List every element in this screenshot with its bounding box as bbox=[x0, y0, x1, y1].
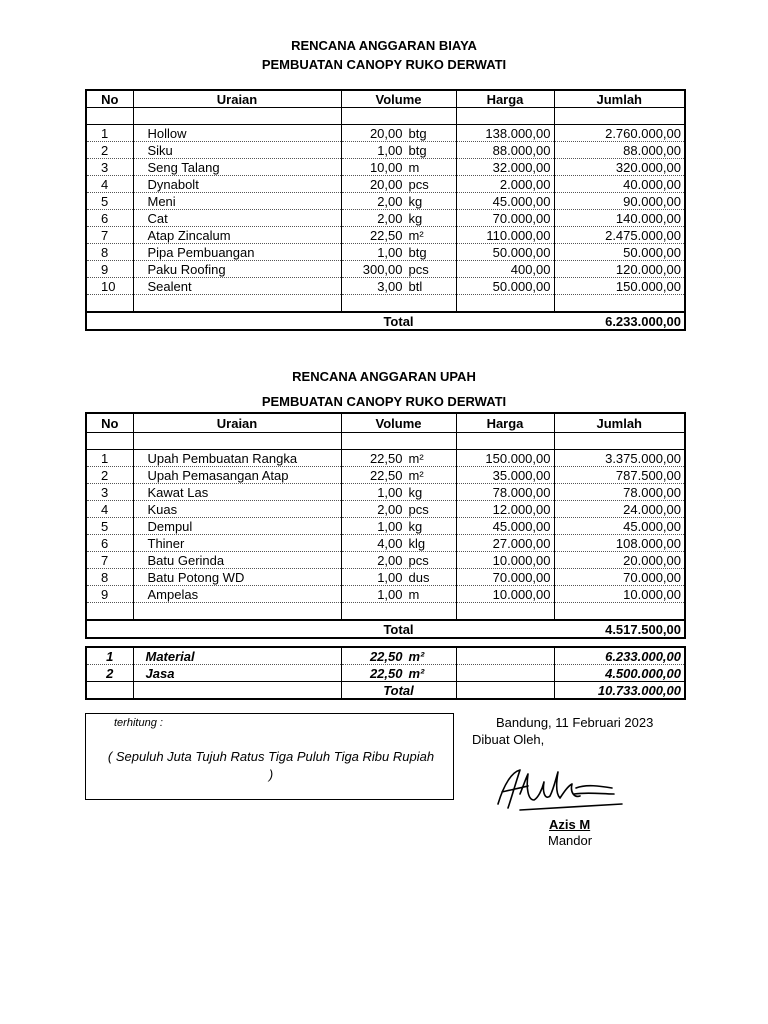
signature-mark bbox=[490, 764, 625, 816]
signer-role: Mandor bbox=[548, 833, 593, 848]
terbilang-label: terhitung : bbox=[114, 717, 163, 729]
row-unit: pcs bbox=[408, 261, 429, 277]
row-volume: 2,00 bbox=[377, 552, 403, 568]
header-no: No bbox=[86, 413, 133, 433]
row-jumlah: 70.000,00 bbox=[554, 569, 685, 586]
row-harga: 45.000,00 bbox=[456, 518, 554, 535]
rab-total-value: 6.233.000,00 bbox=[554, 312, 685, 330]
place-date: Bandung, 11 Februari 2023 bbox=[496, 715, 654, 730]
rab-total-row bbox=[86, 312, 685, 330]
row-jumlah: 45.000,00 bbox=[554, 518, 685, 535]
table-row bbox=[86, 535, 685, 552]
row-no: 2 bbox=[86, 142, 133, 159]
row-uraian: Upah Pemasangan Atap bbox=[133, 467, 341, 484]
row-no: 4 bbox=[86, 501, 133, 518]
row-no: 1 bbox=[86, 125, 133, 142]
row-no: 7 bbox=[86, 227, 133, 244]
row-volume: 1,00 bbox=[377, 142, 403, 158]
summary-row bbox=[86, 665, 685, 682]
row-unit: kg bbox=[408, 518, 423, 534]
table-row bbox=[86, 176, 685, 193]
row-unit: btg bbox=[408, 142, 427, 158]
row-no: 3 bbox=[86, 159, 133, 176]
row-volume: 22,50 bbox=[369, 467, 403, 483]
row-no: 8 bbox=[86, 569, 133, 586]
summary-unit: m² bbox=[408, 648, 425, 664]
row-volume: 10,00 bbox=[369, 159, 403, 175]
row-uraian: Ampelas bbox=[133, 586, 341, 603]
table-row bbox=[86, 142, 685, 159]
summary-total-value: 10.733.000,00 bbox=[554, 682, 685, 700]
row-volume: 300,00 bbox=[362, 261, 403, 277]
row-jumlah: 3.375.000,00 bbox=[554, 450, 685, 467]
table-row bbox=[86, 586, 685, 603]
rau-header-row bbox=[86, 413, 685, 433]
row-uraian: Dempul bbox=[133, 518, 341, 535]
row-jumlah: 2.760.000,00 bbox=[554, 125, 685, 142]
row-no: 5 bbox=[86, 518, 133, 535]
row-uraian: Sealent bbox=[133, 278, 341, 295]
table-row bbox=[86, 278, 685, 295]
row-harga: 88.000,00 bbox=[456, 142, 554, 159]
row-harga: 70.000,00 bbox=[456, 569, 554, 586]
row-no: 10 bbox=[86, 278, 133, 295]
row-harga: 78.000,00 bbox=[456, 484, 554, 501]
row-jumlah: 20.000,00 bbox=[554, 552, 685, 569]
row-harga: 32.000,00 bbox=[456, 159, 554, 176]
row-jumlah: 10.000,00 bbox=[554, 586, 685, 603]
table-row bbox=[86, 484, 685, 501]
spacer-row bbox=[86, 108, 685, 125]
header-harga: Harga bbox=[456, 413, 554, 433]
row-harga: 12.000,00 bbox=[456, 501, 554, 518]
row-no: 8 bbox=[86, 244, 133, 261]
row-harga: 400,00 bbox=[456, 261, 554, 278]
row-harga: 2.000,00 bbox=[456, 176, 554, 193]
row-uraian: Seng Talang bbox=[133, 159, 341, 176]
row-no: 6 bbox=[86, 535, 133, 552]
row-harga: 50.000,00 bbox=[456, 278, 554, 295]
summary-row bbox=[86, 647, 685, 665]
row-uraian: Siku bbox=[133, 142, 341, 159]
row-jumlah: 320.000,00 bbox=[554, 159, 685, 176]
rab-table bbox=[85, 89, 686, 331]
rau-total-label: Total bbox=[341, 620, 456, 638]
row-uraian: Kuas bbox=[133, 501, 341, 518]
row-no: 1 bbox=[86, 450, 133, 467]
row-uraian: Kawat Las bbox=[133, 484, 341, 501]
header-volume: Volume bbox=[341, 90, 456, 108]
row-harga: 138.000,00 bbox=[456, 125, 554, 142]
row-no: 6 bbox=[86, 210, 133, 227]
rau-total-value: 4.517.500,00 bbox=[554, 620, 685, 638]
row-jumlah: 140.000,00 bbox=[554, 210, 685, 227]
spacer-row bbox=[86, 433, 685, 450]
row-no: 7 bbox=[86, 552, 133, 569]
summary-no: 2 bbox=[86, 665, 133, 682]
summary-uraian: Jasa bbox=[133, 665, 341, 682]
row-harga: 27.000,00 bbox=[456, 535, 554, 552]
row-jumlah: 120.000,00 bbox=[554, 261, 685, 278]
table-row bbox=[86, 261, 685, 278]
row-volume: 4,00 bbox=[377, 535, 403, 551]
row-volume: 20,00 bbox=[369, 176, 403, 192]
row-unit: btg bbox=[408, 125, 427, 141]
table-row bbox=[86, 467, 685, 484]
row-jumlah: 2.475.000,00 bbox=[554, 227, 685, 244]
row-uraian: Hollow bbox=[133, 125, 341, 142]
row-uraian: Pipa Pembuangan bbox=[133, 244, 341, 261]
row-jumlah: 108.000,00 bbox=[554, 535, 685, 552]
row-volume: 20,00 bbox=[369, 125, 403, 141]
table-row bbox=[86, 450, 685, 467]
rau-subtitle: PEMBUATAN CANOPY RUKO DERWATI bbox=[261, 394, 507, 409]
row-uraian: Thiner bbox=[133, 535, 341, 552]
row-jumlah: 88.000,00 bbox=[554, 142, 685, 159]
summary-uraian: Material bbox=[133, 647, 341, 665]
table-row bbox=[86, 501, 685, 518]
row-harga: 35.000,00 bbox=[456, 467, 554, 484]
rab-title: RENCANA ANGGARAN BIAYA bbox=[291, 38, 477, 53]
row-volume: 2,00 bbox=[377, 501, 403, 517]
table-row bbox=[86, 518, 685, 535]
row-volume: 1,00 bbox=[377, 569, 403, 585]
spacer-row bbox=[86, 295, 685, 313]
row-uraian: Batu Gerinda bbox=[133, 552, 341, 569]
row-jumlah: 50.000,00 bbox=[554, 244, 685, 261]
row-no: 2 bbox=[86, 467, 133, 484]
row-volume: 2,00 bbox=[377, 193, 403, 209]
header-uraian: Uraian bbox=[133, 90, 341, 108]
header-jumlah: Jumlah bbox=[554, 90, 685, 108]
rab-total-label: Total bbox=[341, 312, 456, 330]
summary-table bbox=[85, 646, 686, 700]
summary-total-label: Total bbox=[341, 682, 456, 700]
rau-total-row bbox=[86, 620, 685, 638]
row-volume: 1,00 bbox=[377, 244, 403, 260]
row-unit: btl bbox=[408, 278, 423, 294]
row-uraian: Paku Roofing bbox=[133, 261, 341, 278]
row-unit: m² bbox=[408, 227, 424, 243]
row-volume: 22,50 bbox=[369, 450, 403, 466]
row-unit: klg bbox=[408, 535, 426, 551]
header-jumlah: Jumlah bbox=[554, 413, 685, 433]
row-unit: m² bbox=[408, 467, 424, 483]
row-jumlah: 150.000,00 bbox=[554, 278, 685, 295]
row-jumlah: 40.000,00 bbox=[554, 176, 685, 193]
made-by: Dibuat Oleh, bbox=[472, 732, 545, 747]
row-jumlah: 90.000,00 bbox=[554, 193, 685, 210]
row-harga: 10.000,00 bbox=[456, 552, 554, 569]
row-harga: 150.000,00 bbox=[456, 450, 554, 467]
table-row bbox=[86, 227, 685, 244]
terbilang-box bbox=[85, 713, 454, 800]
row-unit: pcs bbox=[408, 501, 429, 517]
row-volume: 22,50 bbox=[369, 227, 403, 243]
row-unit: kg bbox=[408, 210, 423, 226]
header-harga: Harga bbox=[456, 90, 554, 108]
summary-total-row bbox=[86, 682, 685, 700]
row-no: 3 bbox=[86, 484, 133, 501]
summary-no: 1 bbox=[86, 647, 133, 665]
row-harga: 10.000,00 bbox=[456, 586, 554, 603]
row-unit: btg bbox=[408, 244, 427, 260]
row-unit: dus bbox=[408, 569, 430, 585]
row-unit: kg bbox=[408, 484, 423, 500]
row-volume: 2,00 bbox=[377, 210, 403, 226]
terbilang-text: ( Sepuluh Juta Tujuh Ratus Tiga Puluh Tiga Ribu Rupiah ) bbox=[107, 749, 435, 782]
table-row bbox=[86, 159, 685, 176]
table-row bbox=[86, 210, 685, 227]
rab-header-row bbox=[86, 90, 685, 108]
table-row bbox=[86, 193, 685, 210]
row-no: 9 bbox=[86, 261, 133, 278]
row-unit: pcs bbox=[408, 552, 429, 568]
header-uraian: Uraian bbox=[133, 413, 341, 433]
table-row bbox=[86, 125, 685, 142]
summary-unit: m² bbox=[408, 665, 425, 681]
table-row bbox=[86, 552, 685, 569]
row-uraian: Batu Potong WD bbox=[133, 569, 341, 586]
row-uraian: Meni bbox=[133, 193, 341, 210]
header-volume: Volume bbox=[341, 413, 456, 433]
row-harga: 70.000,00 bbox=[456, 210, 554, 227]
row-uraian: Dynabolt bbox=[133, 176, 341, 193]
row-unit: m² bbox=[408, 450, 424, 466]
row-uraian: Atap Zincalum bbox=[133, 227, 341, 244]
row-jumlah: 24.000,00 bbox=[554, 501, 685, 518]
row-harga: 50.000,00 bbox=[456, 244, 554, 261]
summary-volume: 22,50 bbox=[369, 665, 403, 681]
row-jumlah: 78.000,00 bbox=[554, 484, 685, 501]
row-volume: 1,00 bbox=[377, 586, 403, 602]
table-row bbox=[86, 569, 685, 586]
row-unit: pcs bbox=[408, 176, 429, 192]
rab-subtitle: PEMBUATAN CANOPY RUKO DERWATI bbox=[261, 57, 507, 72]
row-unit: m bbox=[408, 159, 420, 175]
row-jumlah: 787.500,00 bbox=[554, 467, 685, 484]
row-no: 5 bbox=[86, 193, 133, 210]
rau-title: RENCANA ANGGARAN UPAH bbox=[292, 369, 476, 384]
row-unit: kg bbox=[408, 193, 423, 209]
row-harga: 110.000,00 bbox=[456, 227, 554, 244]
spacer-row bbox=[86, 603, 685, 621]
summary-volume: 22,50 bbox=[369, 648, 403, 664]
row-harga: 45.000,00 bbox=[456, 193, 554, 210]
row-no: 4 bbox=[86, 176, 133, 193]
row-uraian: Cat bbox=[133, 210, 341, 227]
summary-jumlah: 4.500.000,00 bbox=[554, 665, 685, 682]
header-no: No bbox=[86, 90, 133, 108]
row-uraian: Upah Pembuatan Rangka bbox=[133, 450, 341, 467]
row-unit: m bbox=[408, 586, 420, 602]
summary-jumlah: 6.233.000,00 bbox=[554, 647, 685, 665]
signer-name: Azis M bbox=[549, 817, 591, 832]
row-volume: 1,00 bbox=[377, 484, 403, 500]
rau-table bbox=[85, 412, 686, 639]
row-volume: 3,00 bbox=[377, 278, 403, 294]
table-row bbox=[86, 244, 685, 261]
row-no: 9 bbox=[86, 586, 133, 603]
row-volume: 1,00 bbox=[377, 518, 403, 534]
